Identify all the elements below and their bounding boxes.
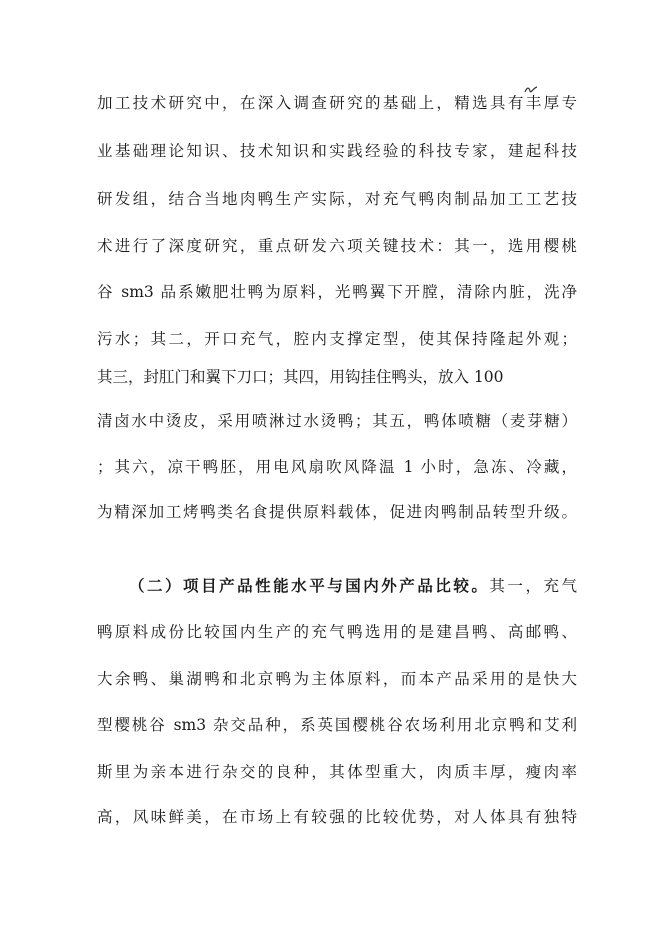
paragraph-line: 加工技术研究中，在深入调查研究的基础上，精选具有丰厚专 bbox=[97, 94, 577, 112]
paragraph-line: 为精深加工烤鸭类名食提供原料载体，促进肉鸭制品转型升级。 bbox=[97, 503, 577, 521]
paragraph-line: 其三，封肛门和翼下刀口；其四，用钩挂住鸭头，放入 100 bbox=[97, 368, 504, 386]
paragraph-line: 鸭原料成份比较国内生产的充气鸭选用的是建昌鸭、高邮鸭、 bbox=[97, 623, 577, 641]
paragraph-line: 大余鸭、巢湖鸭和北京鸭为主体原料，而本产品采用的是快大 bbox=[97, 670, 577, 688]
paragraph-line: 业基础理论知识、技术知识和实践经验的科技专家，建起科技 bbox=[97, 142, 577, 160]
heading-line-rest: 其一，充气 bbox=[489, 577, 577, 595]
paragraph-line: 研发组，结合当地肉鸭生产实际，对充气鸭肉制品加工工艺技 bbox=[97, 190, 577, 208]
paragraph-line: 污水；其二，开口充气，腔内支撑定型，使其保持隆起外观； bbox=[97, 330, 577, 348]
paragraph-line: 高，风味鲜美，在市场上有较强的比较优势，对人体具有独特 bbox=[97, 808, 577, 826]
paragraph-line: 斯里为亲本进行杂交的良种，其体型重大，肉质丰厚，瘦肉率 bbox=[97, 763, 577, 781]
paragraph-line: 谷 sm3 品系嫩肥壮鸭为原料，光鸭翼下开膛，清除内脏，洗净 bbox=[97, 283, 577, 301]
paragraph-line: 术进行了深度研究，重点研发六项关键技术：其一，选用樱桃 bbox=[97, 237, 577, 255]
paragraph-line: 型樱桃谷 sm3 杂交品种，系英国樱桃谷农场利用北京鸭和艾利 bbox=[97, 716, 577, 734]
section-heading: （二）项目产品性能水平与国内外产品比较。 bbox=[129, 576, 490, 595]
paragraph-line: 清卤水中烫皮，采用喷淋过水烫鸭；其五，鸭体喷糖（麦芽糖） bbox=[97, 412, 577, 430]
paragraph-line: ；其六，凉干鸭胚，用电风扇吹风降温 1 小时，急冻、冷藏， bbox=[97, 458, 577, 476]
section-heading-line bbox=[129, 575, 577, 597]
